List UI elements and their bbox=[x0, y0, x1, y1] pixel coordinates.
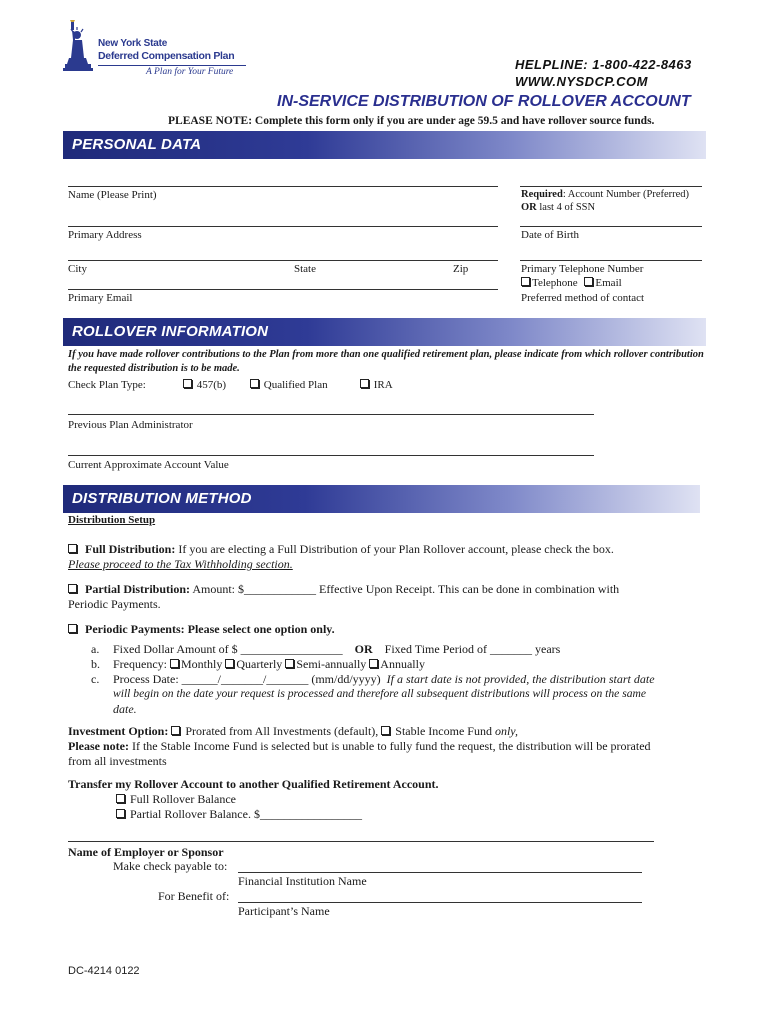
phone-field[interactable] bbox=[520, 260, 702, 261]
benefit-field[interactable] bbox=[238, 902, 642, 903]
plan-type-457b bbox=[183, 379, 226, 391]
logo-tagline: A Plan for Your Future bbox=[146, 67, 234, 77]
contact-options bbox=[521, 277, 622, 289]
helpline: HELPLINE: 1-800-422-8463 bbox=[515, 57, 692, 72]
plan-type-qualified bbox=[250, 379, 328, 391]
periodic-a-line bbox=[113, 642, 560, 657]
address-label: Primary Address bbox=[68, 229, 142, 241]
last4-text: last 4 of SSN bbox=[536, 202, 596, 213]
contact-preference-label: Preferred method of contact bbox=[521, 292, 645, 304]
plan-logo bbox=[62, 20, 242, 80]
partial-rollover-label: Partial Rollover Balance. $_________________ bbox=[130, 807, 362, 821]
dob-label: Date of Birth bbox=[521, 229, 580, 241]
partial-distribution-text-2: Periodic Payments. bbox=[68, 597, 161, 611]
phone-label: Primary Telephone Number bbox=[521, 263, 644, 275]
fixed-dollar-text: Fixed Dollar Amount of $ _________________ bbox=[113, 642, 343, 656]
payable-field[interactable] bbox=[238, 872, 642, 873]
form-code: DC-4214 0122 bbox=[68, 965, 140, 977]
periodic-payments-title: Periodic Payments: Please select one option only. bbox=[85, 622, 335, 636]
employer-label: Name of Employer or Sponsor bbox=[68, 845, 224, 859]
previous-admin-field[interactable] bbox=[68, 414, 594, 415]
email-label: Primary Email bbox=[68, 292, 133, 304]
monthly-label: Monthly bbox=[180, 657, 223, 671]
quarterly-label: Quarterly bbox=[236, 657, 283, 671]
rollover-intro: If you have made rollover contributions to the Plan from more than one qualified retirement plan, please indicate from which rollover contribution the requested distribution is to be made. bbox=[68, 349, 704, 374]
payable-label: Make check payable to: bbox=[113, 859, 228, 873]
full-rollover-checkbox[interactable] bbox=[116, 794, 125, 803]
frequency-label: Frequency: bbox=[113, 657, 167, 671]
periodic-c-line bbox=[113, 672, 655, 687]
telephone-label: Telephone bbox=[532, 277, 578, 289]
please-note-text: If the Stable Income Fund is selected but is unable to fully fund the request, the distribution will be prorated bbox=[128, 739, 651, 753]
name-field[interactable] bbox=[68, 186, 498, 187]
plan-type-qualified-checkbox[interactable] bbox=[250, 379, 259, 388]
participant-label: Participant’s Name bbox=[238, 904, 330, 918]
stable-income-note bbox=[68, 739, 651, 754]
account-value-field[interactable] bbox=[68, 455, 594, 456]
periodic-a-marker: a. bbox=[91, 642, 100, 656]
email-checkbox[interactable] bbox=[584, 277, 593, 286]
periodic-payments-option bbox=[68, 622, 335, 637]
section-header-distribution bbox=[63, 485, 700, 513]
annually-checkbox[interactable] bbox=[369, 659, 378, 668]
or-separator: OR bbox=[354, 642, 373, 656]
section-title-rollover: ROLLOVER INFORMATION bbox=[72, 323, 269, 340]
full-distribution-text: If you are electing a Full Distribution of your Plan Rollover account, please check the box. bbox=[175, 542, 614, 556]
periodic-payments-checkbox[interactable] bbox=[68, 624, 77, 633]
full-distribution-option bbox=[68, 542, 614, 557]
city-state-zip-field[interactable] bbox=[68, 260, 498, 261]
partial-distribution-checkbox[interactable] bbox=[68, 584, 77, 593]
partial-distribution-text: Amount: $____________ Effective Upon Receipt. This can be done in combination with bbox=[190, 582, 620, 596]
previous-admin-label: Previous Plan Administrator bbox=[68, 419, 193, 431]
or-text: OR bbox=[521, 202, 537, 213]
plan-type-457b-label: 457(b) bbox=[196, 379, 227, 391]
zip-label: Zip bbox=[453, 263, 469, 275]
partial-distribution-option bbox=[68, 582, 619, 597]
telephone-checkbox[interactable] bbox=[521, 277, 530, 286]
semiannually-label: Semi-annually bbox=[296, 657, 367, 671]
email-option-label: Email bbox=[595, 277, 622, 289]
annually-label: Annually bbox=[380, 657, 425, 671]
account-value-label: Current Approximate Account Value bbox=[68, 459, 229, 471]
periodic-b-line bbox=[113, 657, 425, 672]
partial-distribution-title: Partial Distribution: bbox=[85, 582, 190, 596]
institution-label: Financial Institution Name bbox=[238, 874, 367, 888]
partial-rollover-option bbox=[116, 807, 362, 822]
section-header-rollover bbox=[63, 318, 706, 346]
email-field[interactable] bbox=[68, 289, 498, 290]
plan-type-label: Check Plan Type: bbox=[68, 379, 146, 391]
employer-field[interactable] bbox=[68, 841, 654, 842]
full-rollover-label: Full Rollover Balance bbox=[130, 792, 236, 806]
stable-income-label: Stable Income Fund bbox=[395, 724, 495, 738]
eligibility-note: PLEASE NOTE: Complete this form only if you are under age 59.5 and have rollover source funds. bbox=[168, 115, 655, 127]
process-date-text: Process Date: ______/_______/_______ (mm/dd/yyyy) bbox=[113, 672, 381, 686]
stable-income-checkbox[interactable] bbox=[381, 726, 390, 735]
full-distribution-checkbox[interactable] bbox=[68, 544, 77, 553]
name-label: Name (Please Print) bbox=[68, 189, 157, 201]
plan-type-ira-checkbox[interactable] bbox=[360, 379, 369, 388]
full-distribution-title: Full Distribution: bbox=[85, 542, 176, 556]
section-header-personal bbox=[63, 131, 706, 159]
only-text: only, bbox=[494, 724, 518, 738]
account-number-field[interactable] bbox=[520, 186, 702, 187]
stable-income-note-2: from all investments bbox=[68, 754, 167, 768]
plan-type-ira bbox=[360, 379, 393, 391]
distribution-setup-heading: Distribution Setup bbox=[68, 514, 156, 526]
partial-rollover-checkbox[interactable] bbox=[116, 809, 125, 818]
form-title: IN-SERVICE DISTRIBUTION OF ROLLOVER ACCOUNT bbox=[277, 93, 691, 110]
start-date-note-3: date. bbox=[113, 702, 137, 716]
start-date-note-1: If a start date is not provided, the distribution start date bbox=[386, 672, 655, 686]
quarterly-checkbox[interactable] bbox=[225, 659, 234, 668]
city-label: City bbox=[68, 263, 87, 275]
periodic-c-marker: c. bbox=[91, 672, 100, 686]
logo-line-1: New York State bbox=[98, 38, 168, 49]
required-text: Required bbox=[521, 189, 563, 200]
statue-of-liberty-icon bbox=[62, 20, 96, 78]
monthly-checkbox[interactable] bbox=[170, 659, 179, 668]
full-rollover-option bbox=[116, 792, 236, 807]
account-text: : Account Number (Preferred) bbox=[562, 189, 690, 200]
semiannually-checkbox[interactable] bbox=[285, 659, 294, 668]
fixed-time-text: Fixed Time Period of _______ years bbox=[384, 642, 561, 656]
periodic-b-marker: b. bbox=[91, 657, 100, 671]
prorated-checkbox[interactable] bbox=[171, 726, 180, 735]
account-required-label bbox=[521, 189, 689, 200]
full-distribution-note: Please proceed to the Tax Withholding section. bbox=[68, 557, 293, 571]
transfer-heading: Transfer my Rollover Account to another Qualified Retirement Account. bbox=[68, 777, 439, 791]
logo-rule bbox=[98, 65, 246, 66]
plan-type-ira-label: IRA bbox=[373, 379, 393, 391]
plan-type-457b-checkbox[interactable] bbox=[183, 379, 192, 388]
website[interactable]: WWW.NYSDCP.COM bbox=[515, 74, 648, 89]
prorated-label: Prorated from All Investments (default), bbox=[185, 724, 379, 738]
investment-option-line bbox=[68, 724, 518, 739]
dob-field[interactable] bbox=[520, 226, 702, 227]
plan-type-qualified-label: Qualified Plan bbox=[263, 379, 328, 391]
address-field[interactable] bbox=[68, 226, 498, 227]
please-note-label: Please note: bbox=[68, 739, 129, 753]
section-title-distribution: DISTRIBUTION METHOD bbox=[72, 490, 252, 507]
investment-option-title: Investment Option: bbox=[68, 724, 169, 738]
state-label: State bbox=[294, 263, 316, 275]
section-title-personal: PERSONAL DATA bbox=[72, 136, 202, 153]
logo-line-2: Deferred Compensation Plan bbox=[98, 50, 235, 62]
benefit-label: For Benefit of: bbox=[158, 889, 230, 903]
ssn-label bbox=[521, 202, 595, 213]
start-date-note-2: will begin on the date your request is processed and therefore all subsequent distributions will process on the same bbox=[113, 687, 647, 700]
